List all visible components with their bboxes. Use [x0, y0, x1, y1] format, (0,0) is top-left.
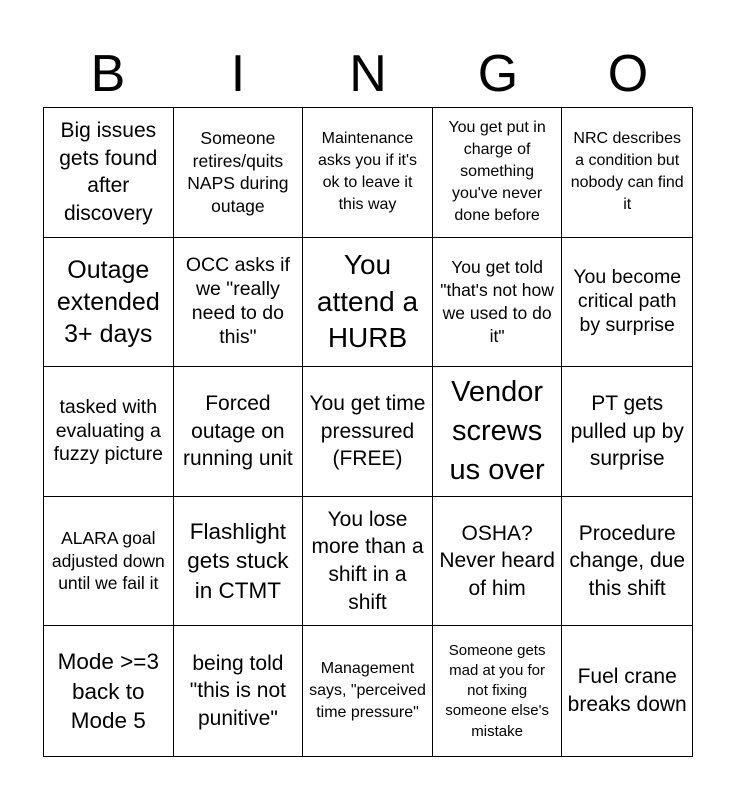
bingo-cell-r1c3[interactable]	[303, 108, 433, 238]
cell-text: Procedure change, due this shift	[569, 521, 685, 600]
header-letter-g: G	[477, 45, 519, 103]
cell-text: Mode >=3 back to Mode 5	[57, 649, 159, 733]
bingo-cell-r3c5[interactable]	[562, 367, 692, 497]
bingo-cell-r5c4[interactable]	[433, 626, 563, 756]
cell-text: Flashlight gets stuck in CTMT	[187, 519, 289, 603]
cell-text: Fuel crane breaks down	[567, 665, 687, 717]
bingo-cell-r3c1[interactable]	[44, 367, 174, 497]
cell-text: You become critical path by surprise	[573, 266, 682, 336]
bingo-cell-r2c5[interactable]	[562, 238, 692, 368]
cell-text: Outage extended 3+ days	[56, 255, 160, 348]
bingo-cell-r1c1[interactable]	[44, 108, 174, 238]
bingo-cell-r4c3[interactable]	[303, 497, 433, 627]
header-letter-n: N	[349, 45, 387, 103]
cell-text: You get time pressured (FREE)	[309, 391, 426, 471]
header-letter-b: B	[90, 45, 126, 103]
header-letter-i: I	[230, 45, 246, 103]
bingo-cell-r2c4[interactable]	[433, 238, 563, 368]
cell-text: PT gets pulled up by surprise	[570, 391, 684, 471]
cell-text: NRC describes a condition but nobody can find it	[570, 130, 684, 214]
bingo-cell-r5c3[interactable]	[303, 626, 433, 756]
bingo-cell-r1c2[interactable]	[174, 108, 304, 238]
bingo-cell-r1c4[interactable]	[433, 108, 563, 238]
cell-text: Someone gets mad at you for not fixing someone else's mistake	[445, 641, 549, 740]
cell-text: Big issues gets found after discovery	[59, 118, 158, 226]
bingo-cell-r4c4[interactable]	[433, 497, 563, 627]
bingo-cell-r4c2[interactable]	[174, 497, 304, 627]
bingo-cell-r3c3[interactable]	[303, 367, 433, 497]
bingo-cell-r4c1[interactable]	[44, 497, 174, 627]
bingo-cell-r2c2[interactable]	[174, 238, 304, 368]
cell-text: You get put in charge of something you've never done before	[448, 119, 546, 225]
bingo-cell-r2c1[interactable]	[44, 238, 174, 368]
cell-text: tasked with evaluating a fuzzy picture	[53, 395, 164, 466]
header-letter-o: O	[607, 45, 649, 103]
cell-text: OCC asks if we "really need to do this"	[185, 254, 290, 348]
cell-text: OSHA? Never heard of him	[439, 521, 555, 600]
cell-text: Forced outage on running unit	[183, 391, 293, 471]
bingo-cell-r5c1[interactable]	[44, 626, 174, 756]
cell-text: Someone retires/quits NAPS during outage	[187, 127, 289, 217]
bingo-cell-r5c2[interactable]	[174, 626, 304, 756]
cell-text: Vendor screws us over	[449, 376, 545, 486]
cell-text: Maintenance asks you if it's ok to leave it this way	[317, 130, 418, 214]
bingo-header	[43, 40, 693, 108]
bingo-cell-r4c5[interactable]	[562, 497, 692, 627]
bingo-cell-r1c5[interactable]	[562, 108, 692, 238]
cell-text: You get told "that's not how we used to do it"	[440, 257, 554, 346]
cell-text: You attend a HURB	[316, 249, 419, 354]
bingo-cell-r2c3[interactable]	[303, 238, 433, 368]
bingo-cell-r3c2[interactable]	[174, 367, 304, 497]
bingo-cell-r3c4[interactable]	[433, 367, 563, 497]
bingo-cell-r5c5[interactable]	[562, 626, 692, 756]
bingo-card-grid	[43, 107, 693, 757]
cell-text: being told "this is not punitive"	[189, 651, 286, 731]
cell-text: ALARA goal adjusted down until we fail it	[51, 527, 165, 594]
cell-text: Management says, "perceived time pressure"	[309, 660, 426, 722]
cell-text: You lose more than a shift in a shift	[311, 507, 424, 614]
